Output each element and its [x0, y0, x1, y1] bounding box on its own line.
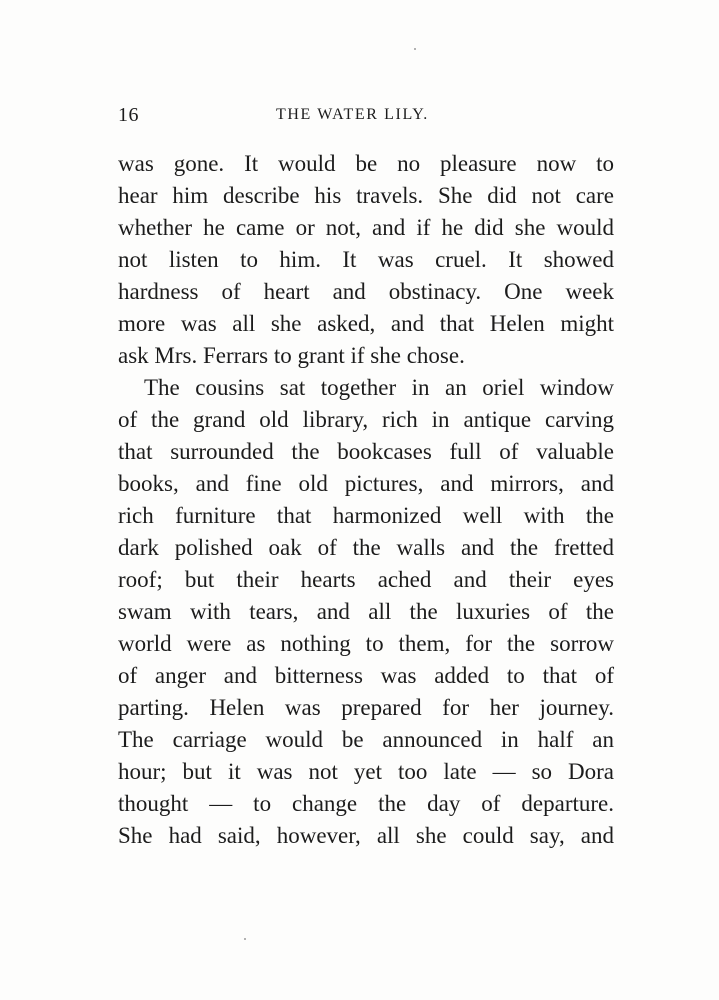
running-head	[118, 104, 630, 130]
text-line: swam with tears, and all the luxuries of the	[118, 599, 614, 624]
text-line: She had said, however, all she could say, and	[118, 823, 614, 848]
body-text	[118, 148, 614, 852]
text-line: hour; but it was not yet too late — so Dora	[118, 759, 614, 784]
text-line: dark polished oak of the walls and the fretted	[118, 535, 614, 560]
paragraph-end-line: ask Mrs. Ferrars to grant if she chose.	[118, 343, 465, 368]
paragraph-start-line: The cousins sat together in an oriel window	[144, 375, 614, 400]
text-line: books, and fine old pictures, and mirrors, and	[118, 471, 614, 496]
text-line: hardness of heart and obstinacy. One week	[118, 279, 614, 304]
text-line: not listen to him. It was cruel. It showed	[118, 247, 614, 272]
text-line: parting. Helen was prepared for her journey.	[118, 695, 614, 720]
paper-speck	[414, 48, 416, 50]
text-line: was gone. It would be no pleasure now to	[118, 151, 614, 176]
paper-speck	[244, 938, 246, 940]
text-line: hear him describe his travels. She did not care	[118, 183, 614, 208]
text-line: that surrounded the bookcases full of valuable	[118, 439, 614, 464]
text-line: whether he came or not, and if he did she would	[118, 215, 614, 240]
page-number: 16	[118, 104, 139, 126]
text-line: The carriage would be announced in half an	[118, 727, 614, 752]
running-title: THE WATER LILY.	[276, 106, 429, 123]
text-line: of the grand old library, rich in antique carving	[118, 407, 614, 432]
text-line: thought — to change the day of departure.	[118, 791, 614, 816]
text-line: roof; but their hearts ached and their eyes	[118, 567, 614, 592]
text-line: of anger and bitterness was added to that of	[118, 663, 614, 688]
text-line: rich furniture that harmonized well with the	[118, 503, 614, 528]
text-line: world were as nothing to them, for the sorrow	[118, 631, 614, 656]
text-line: more was all she asked, and that Helen might	[118, 311, 614, 336]
